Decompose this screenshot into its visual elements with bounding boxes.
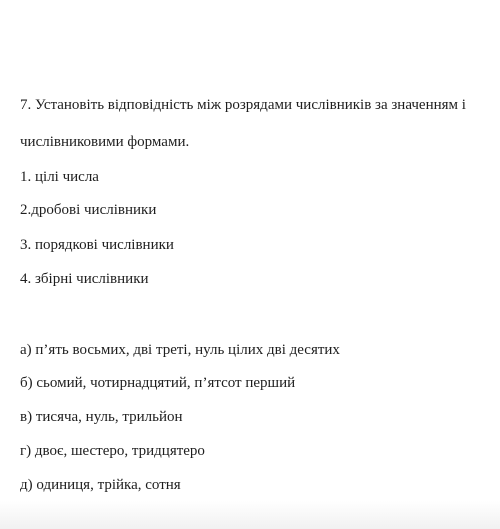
bottom-shadow — [0, 501, 500, 529]
category-item: 4. збірні числівники — [20, 271, 149, 287]
option-item: д) одиниця, трійка, сотня — [20, 477, 181, 493]
option-item: г) двоє, шестеро, тридцятеро — [20, 443, 205, 459]
category-item: 3. порядкові числівники — [20, 237, 174, 253]
question-text-line-1: 7. Установіть відповідність між розрядами числівників за значенням і — [20, 97, 466, 113]
category-item: 2.дробові числівники — [20, 202, 157, 218]
question-text-line-2: числівниковими формами. — [20, 134, 190, 150]
category-item: 1. цілі числа — [20, 169, 99, 185]
option-item: б) сьомий, чотирнадцятий, п’ятсот перший — [20, 375, 296, 391]
option-item: в) тисяча, нуль, трильйон — [20, 409, 183, 425]
option-item: а) п’ять восьмих, дві треті, нуль цілих дві десятих — [20, 342, 340, 358]
